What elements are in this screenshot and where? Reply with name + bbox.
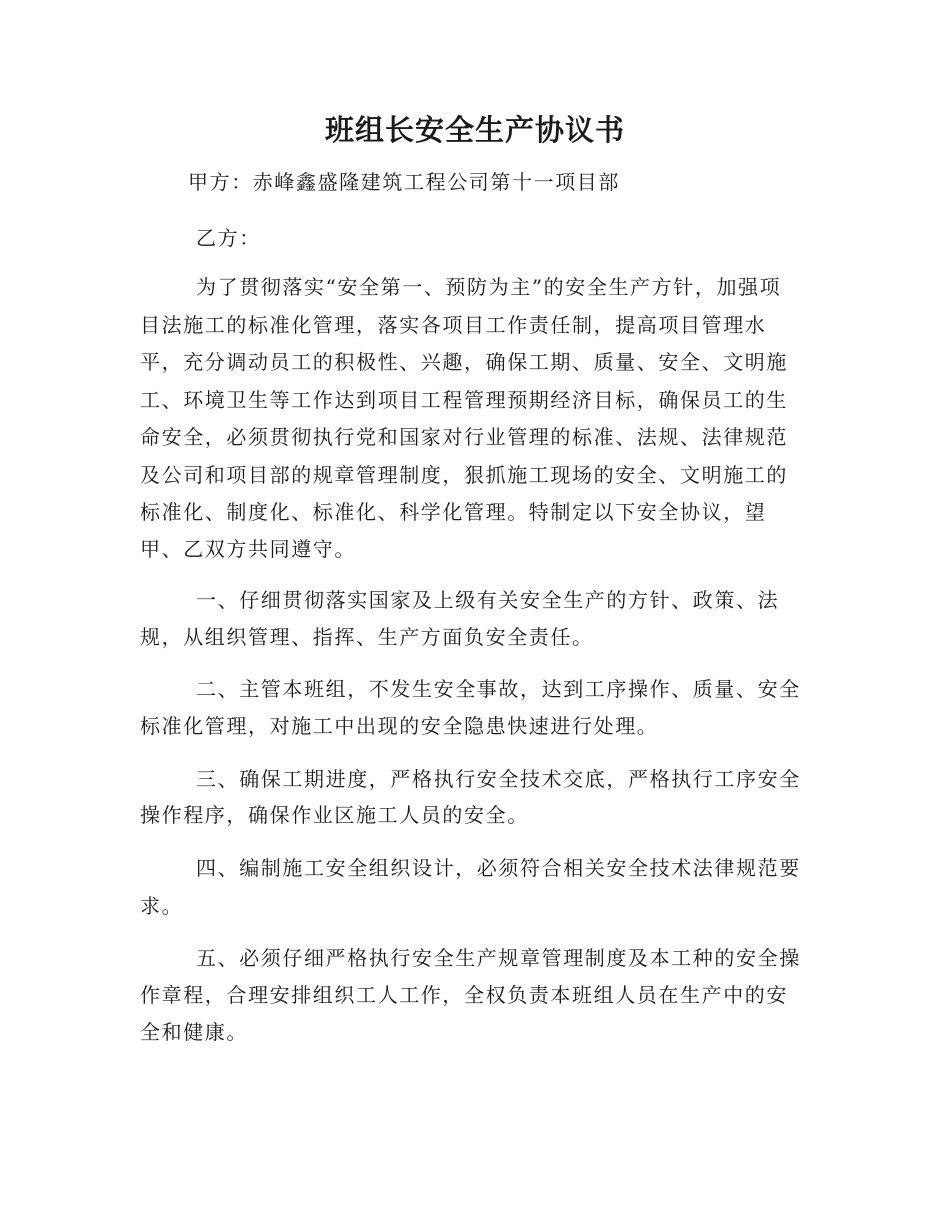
intro-line: 目法施工的标准化管理，落实各项目工作责任制，提高项目管理水 — [140, 313, 767, 337]
intro-line: 及公司和项目部的规章管理制度，狠抓施工现场的安全、文明施工的 — [140, 463, 788, 487]
clause-line: 二、主管本班组，不发生安全事故，达到工序操作、质量、安全 — [196, 677, 801, 701]
party-b-line: 乙方： — [196, 226, 261, 250]
clause-line: 五、必须仔细严格执行安全生产规章管理制度及本工种的安全操 — [196, 946, 801, 970]
clause-line: 一、仔细贯彻落实国家及上级有关安全生产的方针、政策、法 — [196, 588, 780, 612]
clause-line: 规，从组织管理、指挥、生产方面负安全责任。 — [140, 625, 594, 649]
clause-line: 求。 — [140, 894, 184, 918]
intro-line: 工、环境卫生等工作达到项目工程管理预期经济目标，确保员工的生 — [140, 388, 788, 412]
clause-line: 作章程，合理安排组织工人工作，全权负责本班组人员在生产中的安 — [140, 983, 788, 1007]
document-title: 班组长安全生产协议书 — [324, 113, 625, 147]
intro-line: 平，充分调动员工的积极性、兴趣，确保工期、质量、安全、文明施 — [140, 350, 788, 374]
intro-line: 为了贯彻落实“安全第一、预防为主”的安全生产方针，加强项 — [196, 275, 782, 299]
clause-line: 四、编制施工安全组织设计，必须符合相关安全技术法律规范要 — [196, 856, 801, 880]
intro-line: 标准化、制度化、标准化、科学化管理。特制定以下安全协议，望 — [140, 500, 767, 524]
intro-line: 命安全，必须贯彻执行党和国家对行业管理的标准、法规、法律规范 — [140, 425, 788, 449]
party-a-line: 甲方：赤峰鑫盛隆建筑工程公司第十一项目部 — [188, 170, 620, 194]
clause-line: 标准化管理，对施工中出现的安全隐患快速进行处理。 — [140, 714, 659, 738]
intro-line: 甲、乙双方共同遵守。 — [140, 537, 356, 561]
clause-line: 操作程序，确保作业区施工人员的安全。 — [140, 803, 529, 827]
clause-line: 三、确保工期进度，严格执行安全技术交底，严格执行工序安全 — [196, 767, 801, 791]
clause-line: 全和健康。 — [140, 1020, 248, 1044]
